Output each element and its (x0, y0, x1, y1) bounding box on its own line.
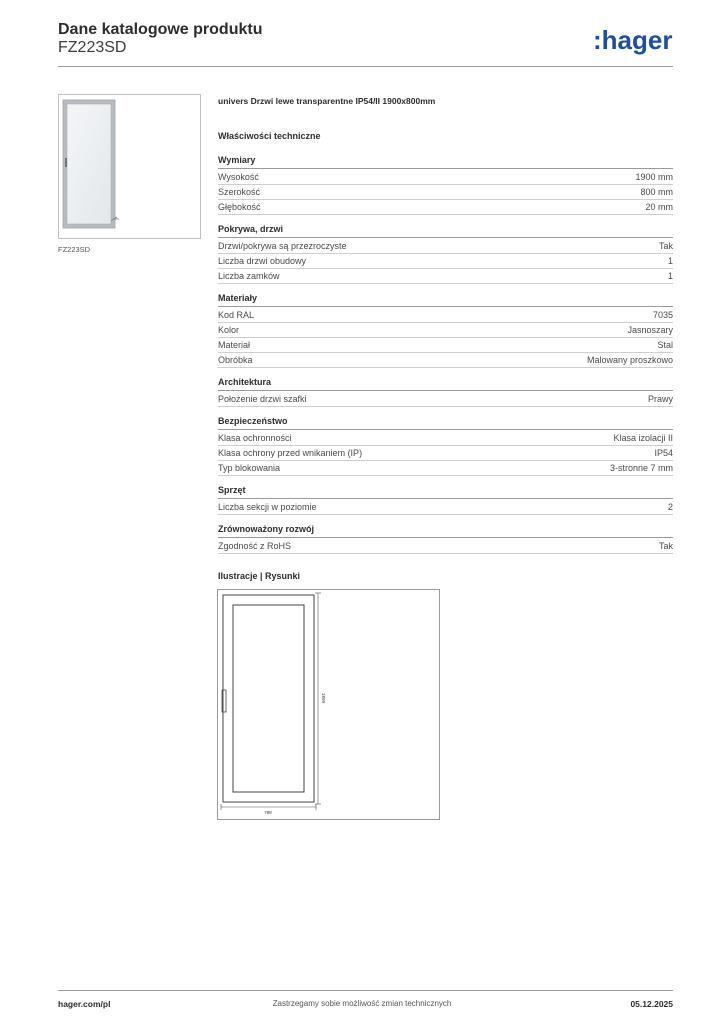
spec-key: Liczba sekcji w poziomie (218, 502, 317, 512)
spec-row (218, 392, 673, 407)
section-heading: Architektura (218, 377, 673, 388)
spec-row (218, 239, 673, 254)
door-drawing-icon (218, 590, 441, 821)
product-caption: FZ223SD (58, 245, 91, 254)
spec-key: Klasa ochrony przed wnikaniem (IP) (218, 448, 363, 458)
door-image-icon (59, 95, 202, 240)
spec-key: Kod RAL (218, 310, 255, 320)
spec-row (218, 170, 673, 185)
width-dimension-label: 798 (264, 810, 272, 815)
header-divider (58, 66, 673, 67)
height-dimension-label: 1899 (321, 692, 326, 704)
section-heading: Wymiary (218, 155, 673, 166)
svg-text::hager: :hager (593, 26, 673, 55)
spec-value: 1900 mm (635, 172, 673, 182)
spec-key: Szerokość (218, 187, 261, 197)
spec-value: 20 mm (645, 202, 673, 212)
product-description: univers Drzwi lewe transparentne IP54/II 1900x800mm (218, 96, 436, 106)
spec-value: 800 mm (640, 187, 673, 197)
spec-key: Zgodność z RoHS (218, 541, 292, 551)
spec-key: Typ blokowania (218, 463, 281, 473)
spec-value: Klasa izolacji II (613, 433, 673, 443)
section-heading: Materiały (218, 293, 673, 304)
spec-row (218, 308, 673, 323)
spec-row (218, 269, 673, 284)
spec-key: Materiał (218, 340, 251, 350)
spec-row (218, 254, 673, 269)
spec-key: Obróbka (218, 355, 253, 365)
spec-key: Kolor (218, 325, 240, 335)
technical-drawing (217, 589, 440, 820)
spec-row (218, 338, 673, 353)
footer-website-link[interactable]: hager.com/pl (58, 999, 111, 1009)
spec-row (218, 353, 673, 368)
spec-key: Wysokość (218, 172, 259, 182)
footer-divider (58, 990, 673, 991)
section-heading: Pokrywa, drzwi (218, 224, 673, 235)
spec-row (218, 446, 673, 461)
spec-value: 7035 (652, 310, 673, 320)
footer-disclaimer: Zastrzegamy sobie możliwość zmian technicznych (272, 999, 452, 1008)
spec-row (218, 431, 673, 446)
spec-row (218, 539, 673, 554)
section-heading: Bezpieczeństwo (218, 416, 673, 427)
properties-title: Właściwości techniczne (218, 131, 321, 141)
spec-value: IP54 (654, 448, 673, 458)
spec-value: 1 (667, 256, 673, 266)
spec-value: Tak (658, 541, 673, 551)
spec-value: Malowany proszkowo (586, 355, 673, 365)
section-heading: Zrównoważony rozwój (218, 524, 673, 535)
spec-value: Stal (657, 340, 673, 350)
spec-key: Drzwi/pokrywa są przezroczyste (218, 241, 347, 251)
spec-row (218, 185, 673, 200)
product-code: FZ223SD (58, 39, 127, 56)
spec-key: Głębokość (218, 202, 261, 212)
spec-key: Klasa ochronności (218, 433, 292, 443)
spec-key: Liczba drzwi obudowy (218, 256, 307, 266)
spec-row (218, 500, 673, 515)
spec-row (218, 461, 673, 476)
spec-value: Tak (658, 241, 673, 251)
footer-date: 05.12.2025 (630, 999, 673, 1009)
hager-logo (593, 26, 675, 56)
spec-value: 1 (667, 271, 673, 281)
page-title: Dane katalogowe produktu (58, 21, 263, 38)
spec-key: Liczba zamków (218, 271, 280, 281)
product-image (58, 94, 201, 239)
spec-value: Jasnoszary (627, 325, 673, 335)
spec-key: Położenie drzwi szafki (218, 394, 307, 404)
section-heading: Sprzęt (218, 485, 673, 496)
spec-row (218, 200, 673, 215)
spec-row (218, 323, 673, 338)
spec-value: 2 (667, 502, 673, 512)
spec-value: Prawy (647, 394, 673, 404)
spec-value: 3-stronne 7 mm (609, 463, 673, 473)
illustrations-title: Ilustracje | Rysunki (218, 571, 301, 581)
